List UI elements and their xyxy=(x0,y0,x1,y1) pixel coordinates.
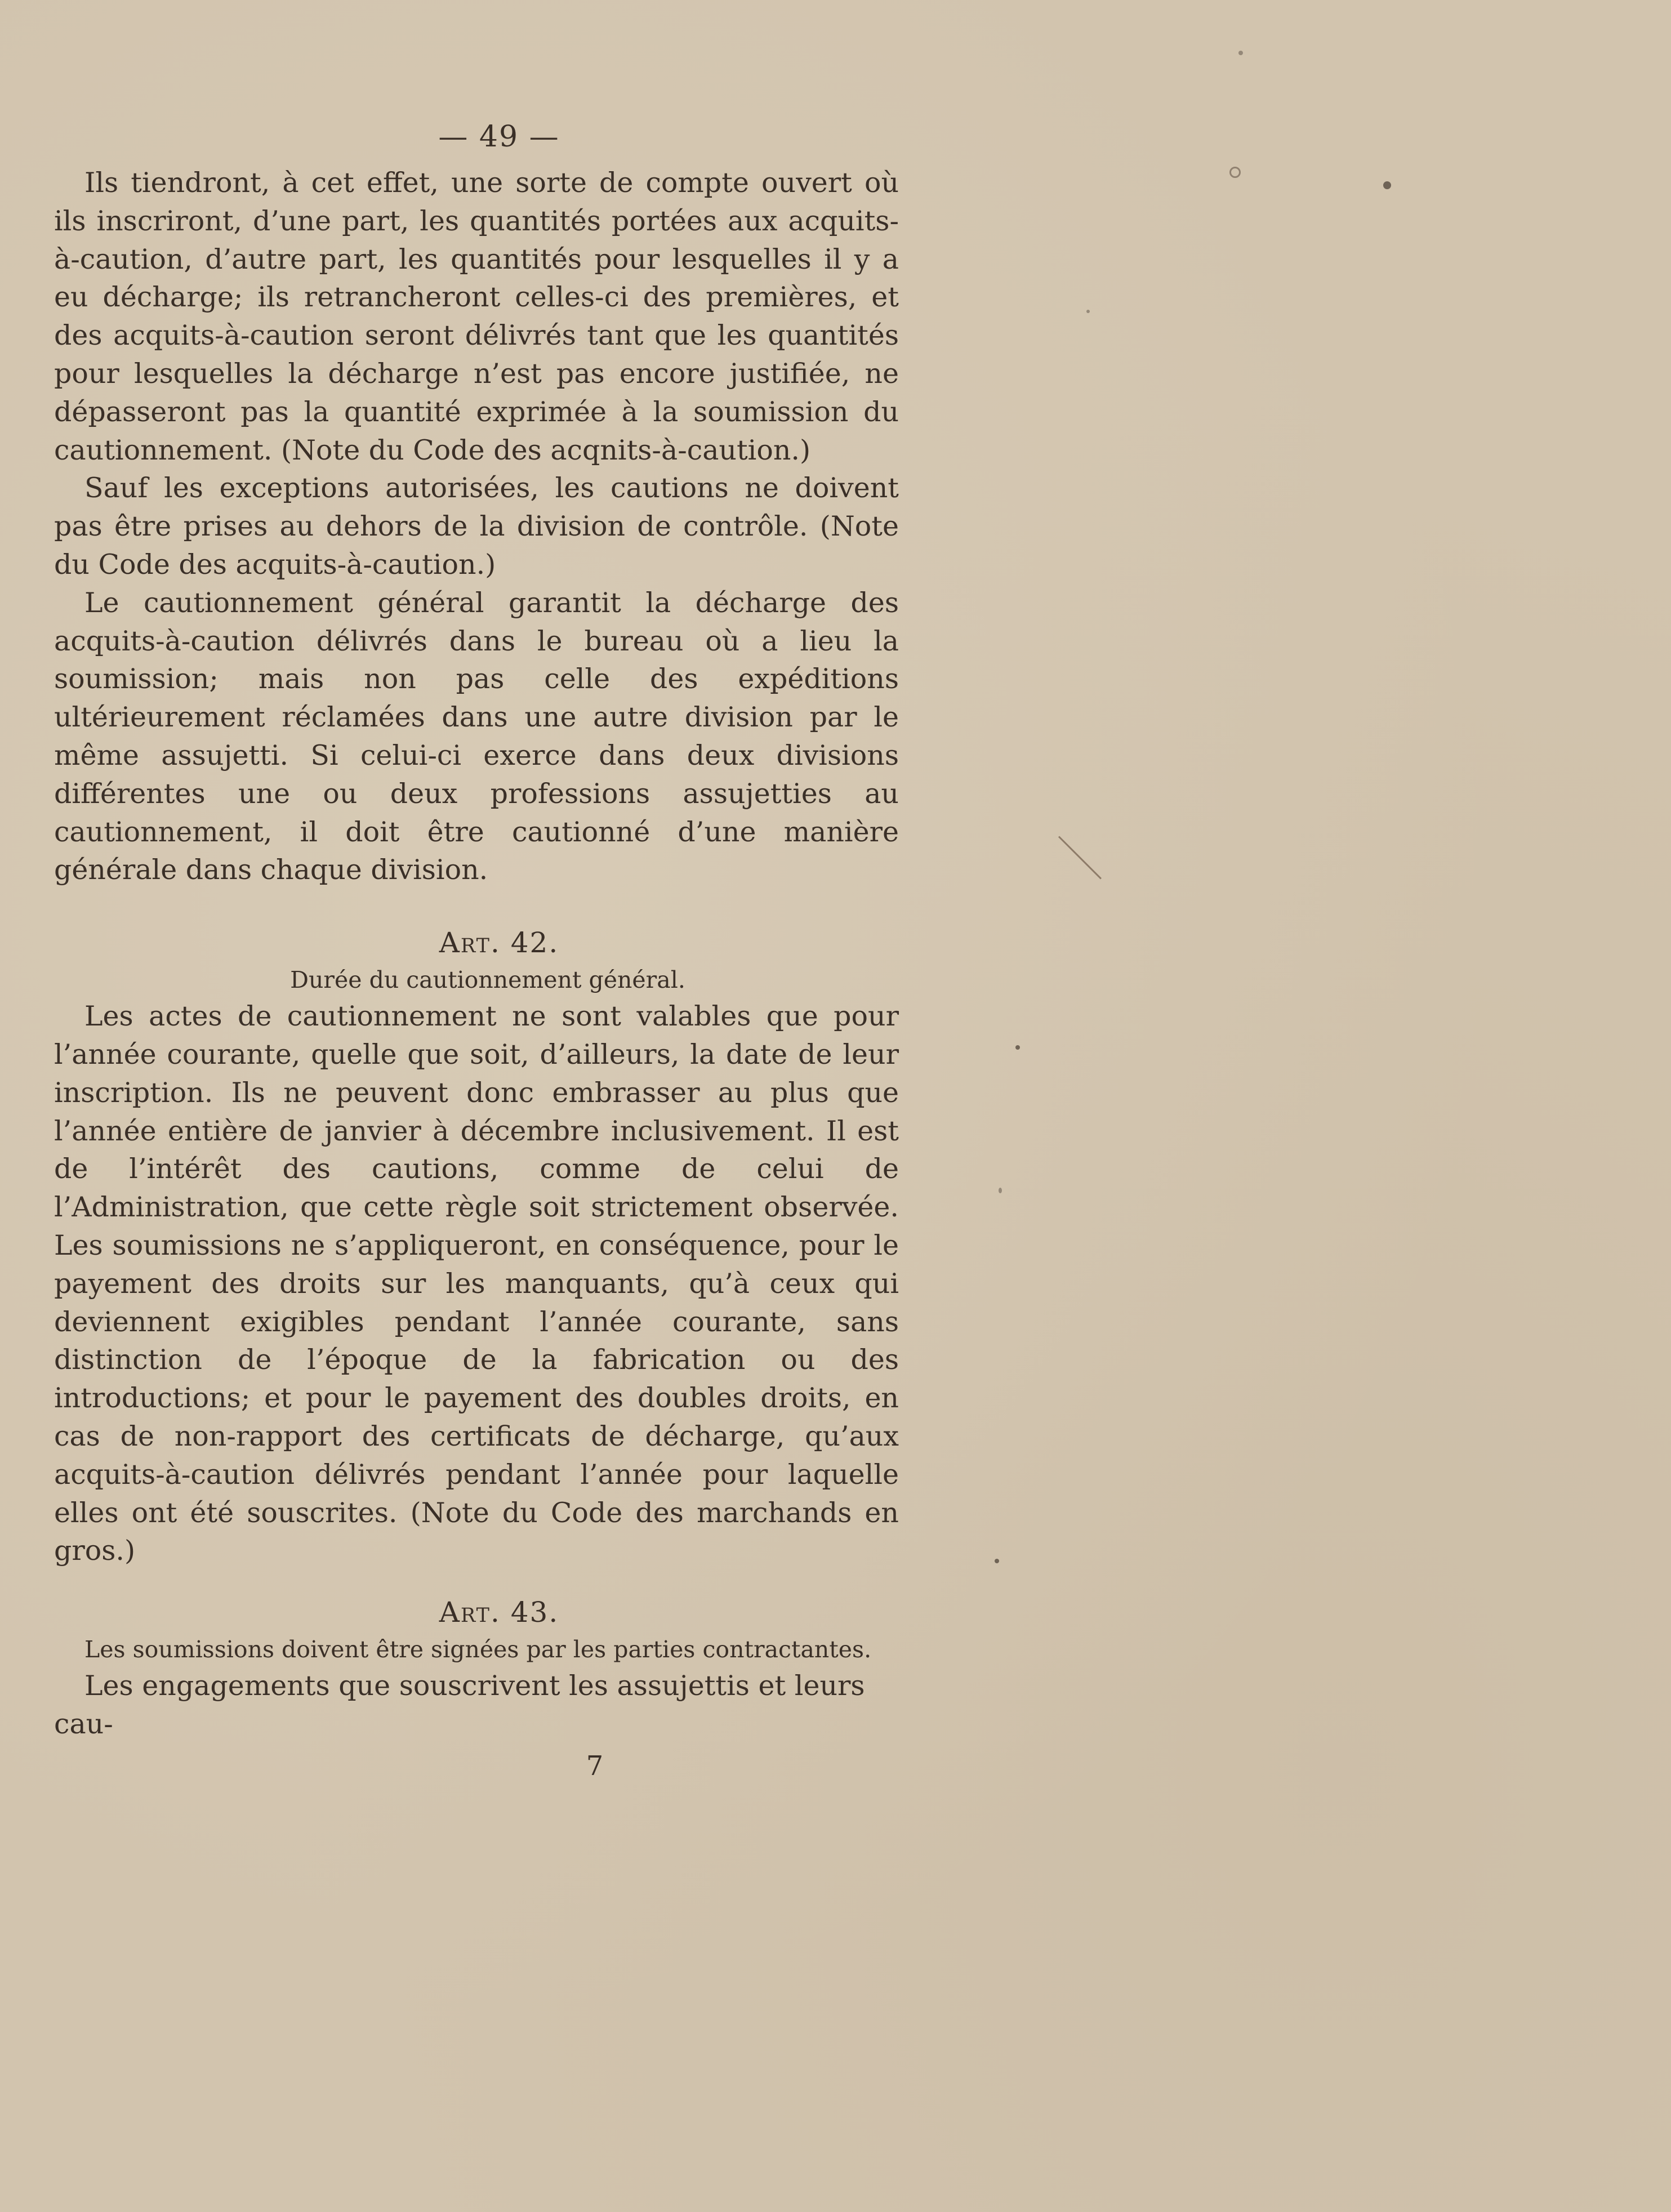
paper-speck xyxy=(999,1188,1002,1193)
article-43-title: Art. 43. xyxy=(439,1596,559,1629)
article-42-subtitle: Durée du cautionnement général. xyxy=(290,966,685,994)
scratch-mark xyxy=(1058,836,1102,879)
paper-speck xyxy=(1086,310,1090,313)
page-number: — 49 — xyxy=(438,120,560,154)
paragraph: Le cautionnement général garantit la décharge des acquits-à-caution délivrés dans le bureau où a lieu la soumission; mais non pas celle des expéditions ultérieurement réclamées dans une autre division par le même assujetti. Si celui-ci exerce dans deux divisions différentes une ou deux professions assujetties au cautionnement, il doit être cautionné d’une manière générale dans chaque division. xyxy=(54,586,899,886)
paragraph: Ils tiendront, à cet effet, une sorte de compte ouvert où ils inscriront, d’une part, les quantités portées aux acquits-à-caution, d’autre part, les quantités pour lesquelles il y a eu décharge; ils retrancheront celles-ci des premières, et des acquits-à-caution seront délivrés tant que les quantités pour lesquelles la décharge n’est pas encore justifiée, ne dépasseront pas la quantité exprimée à la soumission du cautionnement. (Note du Code des acqnits-à-caution.) xyxy=(54,167,899,466)
article-43-paragraph: Les engagements que souscrivent les assujettis et leurs cau- xyxy=(54,1670,865,1740)
paper-speck xyxy=(995,1559,999,1563)
paragraph: Sauf les exceptions autorisées, les cautions ne doivent pas être prises au dehors de la division de contrôle. (Note du Code des acquits-à-caution.) xyxy=(54,472,899,581)
paper-speck xyxy=(1383,181,1391,189)
paper-speck xyxy=(1238,51,1243,55)
article-43-subtitle: Les soumissions doivent être signées par les parties contractantes. xyxy=(84,1636,872,1664)
signature-mark: 7 xyxy=(586,1750,604,1782)
paper-speck xyxy=(1015,1045,1020,1050)
paper-speck xyxy=(1229,167,1241,178)
article-42-paragraph: Les actes de cautionnement ne sont valables que pour l’année courante, quelle que soit, d’ailleurs, la date de leur inscription. Ils ne peuvent donc embrasser au plus que l’année entière de janvier à décembre inclusivement. Il est de l’intérêt des cautions, comme de celui de l’Administration, que cette règle soit strictement observée. Les soumissions ne s’appliqueront, en conséquence, pour le payement des droits sur les manquants, qu’à ceux qui deviennent exigibles pendant l’année courante, sans distinction de l’époque de la fabrication ou des introductions; et pour le payement des doubles droits, en cas de non-rapport des certificats de décharge, qu’aux acquits-à-caution délivrés pendant l’année pour laquelle elles ont été souscrites. (Note du Code des marchands en gros.) xyxy=(54,1000,899,1567)
text-column xyxy=(54,110,899,1789)
article-42-title: Art. 42. xyxy=(439,926,559,960)
